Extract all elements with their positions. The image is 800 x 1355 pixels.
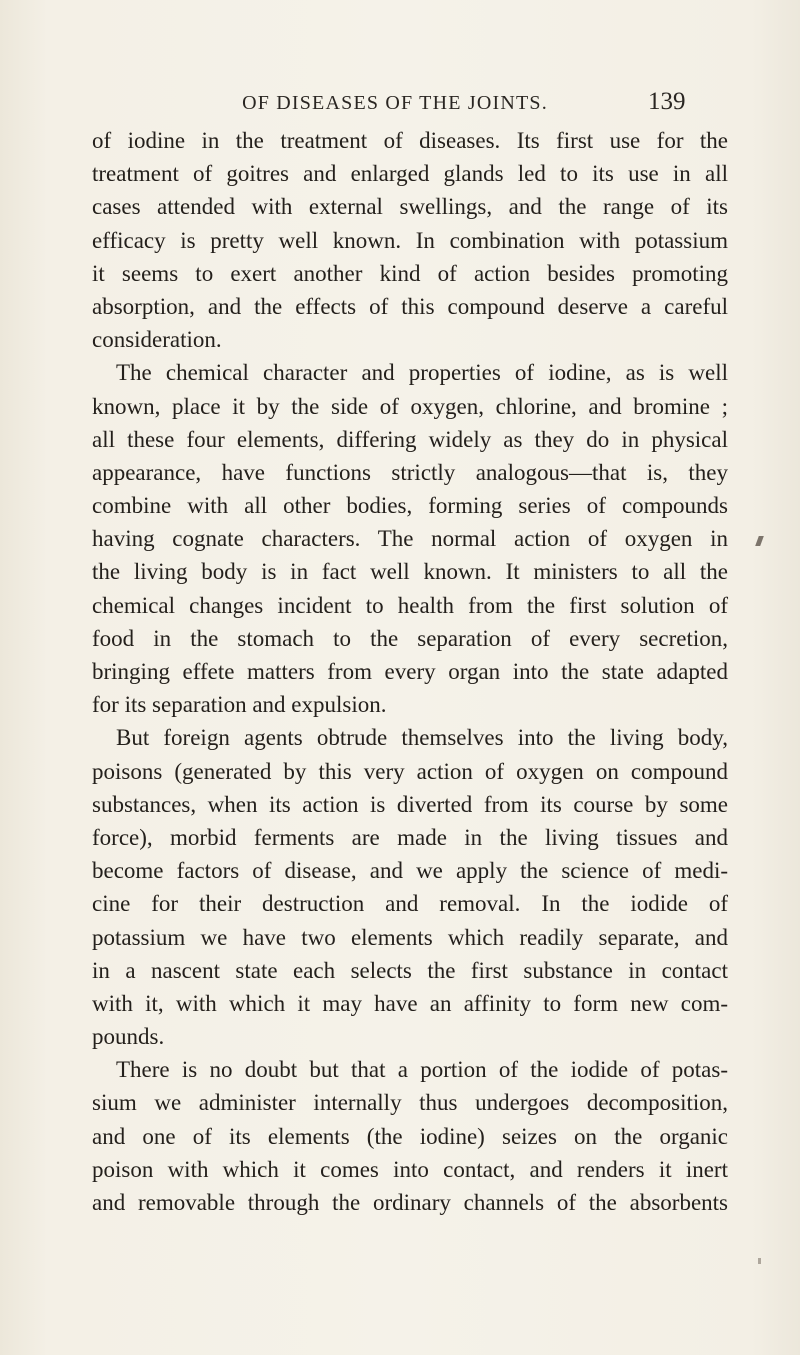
text-line: absorption, and the effects of this compound deserve a careful <box>92 293 728 319</box>
paragraph-start-line: The chemical character and properties of iodine, as is well <box>116 360 728 386</box>
text-line: poisons (generated by this very action of oxygen on compound <box>92 758 728 784</box>
text-line: consideration. <box>92 327 222 353</box>
body-text <box>92 124 728 1219</box>
text-line: combine with all other bodies, forming series of compounds <box>92 493 728 519</box>
paper-speck <box>758 1258 761 1264</box>
text-line: of iodine in the treatment of diseases. Its first use for the <box>92 128 728 153</box>
text-line: substances, when its action is diverted from its course by some <box>92 791 728 817</box>
text-line: force), morbid ferments are made in the living tissues and <box>92 824 728 850</box>
text-line: with it, with which it may have an affinity to form new com- <box>92 990 728 1016</box>
text-line: cases attended with external swellings, and the range of its <box>92 194 728 220</box>
text-line: the living body is in fact well known. It ministers to all the <box>92 559 728 585</box>
text-line: for its separation and expulsion. <box>92 692 387 718</box>
text-line: it seems to exert another kind of action besides promoting <box>92 260 728 286</box>
paragraph-start-line: But foreign agents obtrude themselves into the living body, <box>116 725 728 751</box>
text-line: treatment of goitres and enlarged glands led to its use in all <box>92 161 728 187</box>
text-line: efficacy is pretty well known. In combination with potassium <box>92 227 728 253</box>
text-line: in a nascent state each selects the first substance in contact <box>92 957 728 983</box>
text-line: pounds. <box>92 1024 165 1050</box>
running-head <box>0 88 800 118</box>
text-line: chemical changes incident to health from the first solution of <box>92 592 728 618</box>
text-line: potassium we have two elements which readily separate, and <box>92 924 728 950</box>
text-line: poison with which it comes into contact, and renders it inert <box>92 1156 728 1182</box>
text-line: and one of its elements (the iodine) seizes on the organic <box>92 1123 728 1149</box>
text-line: sium we administer internally thus undergoes decomposition, <box>92 1090 728 1116</box>
page-number: 139 <box>648 88 686 115</box>
running-title: OF DISEASES OF THE JOINTS. <box>242 92 548 114</box>
margin-mark <box>755 536 764 546</box>
text-line: appearance, have functions strictly analogous—that is, they <box>92 459 728 485</box>
text-line: food in the stomach to the separation of every secretion, <box>92 625 728 651</box>
text-line: having cognate characters. The normal action of oxygen in <box>92 526 728 552</box>
text-line: cine for their destruction and removal. In the iodide of <box>92 891 728 917</box>
text-line: known, place it by the side of oxygen, chlorine, and bromine ; <box>92 393 728 419</box>
text-line: all these four elements, differing widely as they do in physical <box>92 426 728 452</box>
text-line: and removable through the ordinary channels of the absorbents <box>92 1190 728 1215</box>
text-line: become factors of disease, and we apply the science of medi- <box>92 858 728 884</box>
text-line: bringing effete matters from every organ into the state adapted <box>92 659 728 684</box>
paragraph-start-line: There is no doubt but that a portion of the iodide of potas- <box>116 1057 728 1083</box>
